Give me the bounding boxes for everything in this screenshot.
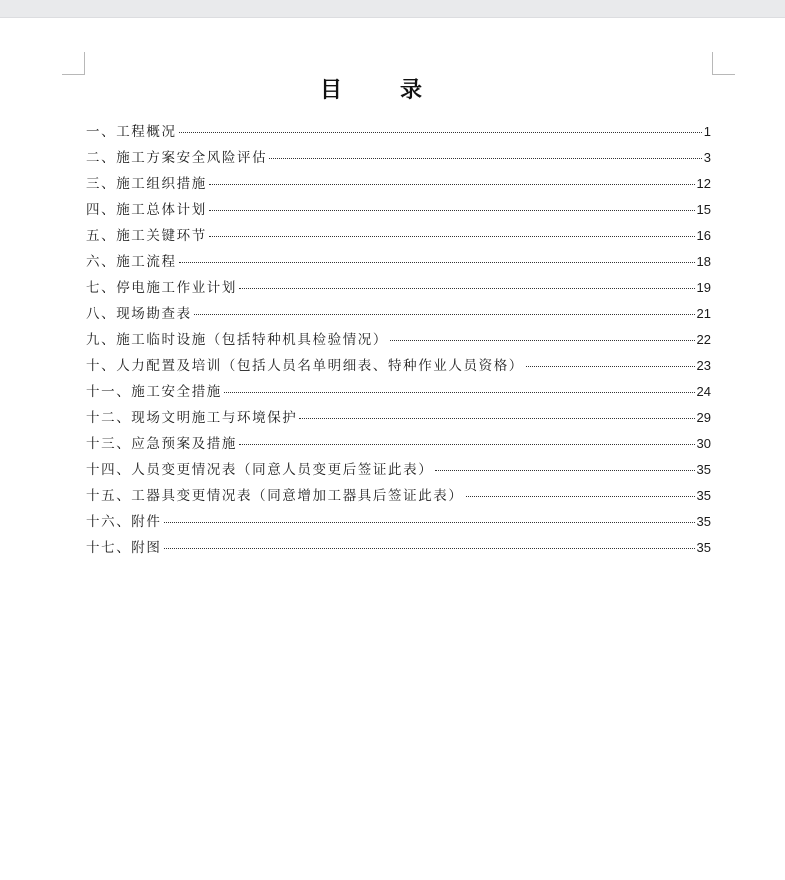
toc-entry-label: 十五、工器具变更情况表（同意增加工器具后签证此表） [86,488,464,504]
toc-entry[interactable] [86,172,711,198]
toc-dot-leader [179,262,695,263]
toc-dot-leader [526,366,695,367]
toc-dot-leader [466,496,695,497]
toc-entry-page: 35 [696,514,711,529]
toc-entry-label: 十七、附图 [86,540,162,556]
toc-entry-label: 十三、应急预案及措施 [86,436,237,452]
toc-entry-page: 19 [696,280,711,295]
toc-entry-page: 12 [696,176,711,191]
toc-entry-label: 十四、人员变更情况表（同意人员变更后签证此表） [86,462,434,478]
toc-entry-page: 24 [696,384,711,399]
toc-dot-leader [164,548,695,549]
toc-entry[interactable] [86,510,711,536]
toc-entry-label: 九、施工临时设施（包括特种机具检验情况） [86,332,388,348]
toc-entry[interactable] [86,354,711,380]
toc-entry[interactable] [86,406,711,432]
toc-entry-page: 15 [696,202,711,217]
toc-entry-label: 三、施工组织措施 [86,176,207,192]
toc-dot-leader [164,522,695,523]
toc-entry-label: 十二、现场文明施工与环境保护 [86,410,298,426]
toc-entry[interactable] [86,328,711,354]
toc-entry[interactable] [86,276,711,302]
toc-dot-leader [269,158,702,159]
toc-dot-leader [299,418,694,419]
toc-entry-page: 3 [703,150,711,165]
document-page [0,18,785,880]
toc-dot-leader [435,470,694,471]
toc-entry[interactable] [86,224,711,250]
toc-entry[interactable] [86,302,711,328]
toc-entry-page: 35 [696,462,711,477]
toc-entry-page: 1 [703,124,711,139]
toc-entry-page: 22 [696,332,711,347]
toc-entry-label: 二、施工方案安全风险评估 [86,150,268,166]
toc-dot-leader [239,288,695,289]
toc-entry-page: 35 [696,540,711,555]
toc-entry-label: 十、人力配置及培训（包括人员名单明细表、特种作业人员资格） [86,358,524,374]
toc-dot-leader [194,314,695,315]
toc-entry[interactable] [86,484,711,510]
toc-entry-page: 30 [696,436,711,451]
toc-entry-page: 23 [696,358,711,373]
toc-entry-label: 六、施工流程 [86,254,177,270]
toc-entry-label: 八、现场勘查表 [86,306,192,322]
toc-entry[interactable] [86,146,711,172]
toc-title: 目录 [319,77,480,103]
toc-entry-label: 一、工程概况 [86,124,177,140]
toc-entry-label: 五、施工关键环节 [86,228,207,244]
window-top-bar [0,0,785,18]
toc-entry[interactable] [86,198,711,224]
toc-entry[interactable] [86,120,711,146]
toc-dot-leader [209,210,695,211]
toc-dot-leader [239,444,695,445]
toc-entry[interactable] [86,458,711,484]
toc-entry-page: 18 [696,254,711,269]
toc-list [86,120,711,562]
toc-dot-leader [390,340,695,341]
toc-entry-label: 七、停电施工作业计划 [86,280,237,296]
margin-corner-top-right [712,52,735,75]
toc-dot-leader [224,392,695,393]
toc-dot-leader [209,184,695,185]
toc-entry-page: 35 [696,488,711,503]
toc-entry[interactable] [86,380,711,406]
toc-entry[interactable] [86,536,711,562]
toc-entry-page: 29 [696,410,711,425]
toc-dot-leader [209,236,695,237]
toc-entry-page: 16 [696,228,711,243]
toc-entry-label: 十六、附件 [86,514,162,530]
margin-corner-top-left [62,52,85,75]
toc-entry-label: 四、施工总体计划 [86,202,207,218]
toc-dot-leader [179,132,702,133]
toc-entry[interactable] [86,432,711,458]
toc-entry[interactable] [86,250,711,276]
toc-entry-page: 21 [696,306,711,321]
toc-entry-label: 十一、施工安全措施 [86,384,222,400]
